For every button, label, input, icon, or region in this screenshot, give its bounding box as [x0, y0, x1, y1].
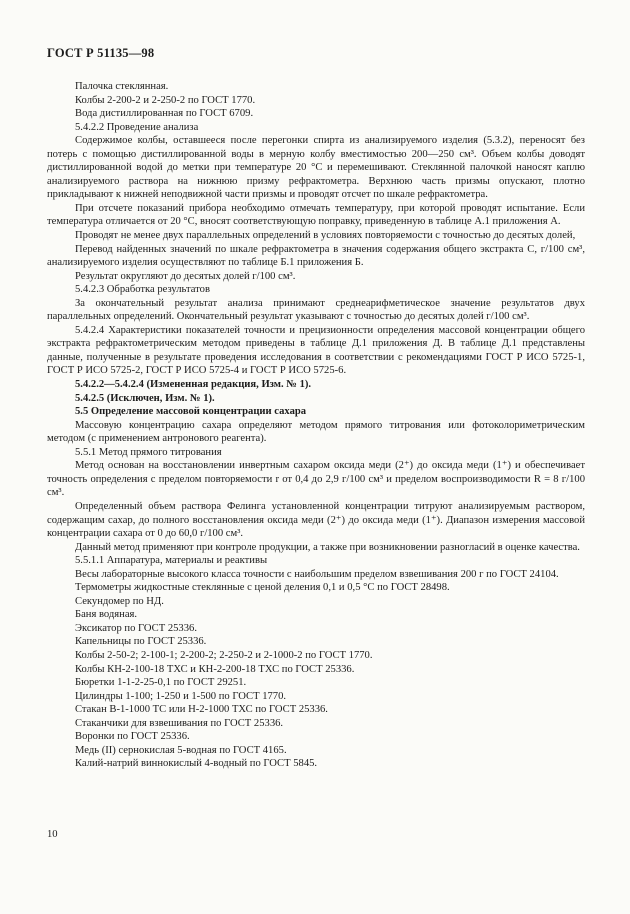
paragraph: Вода дистиллированная по ГОСТ 6709.	[75, 108, 254, 120]
paragraph: 5.4.2.4 Характеристики показателей точности и прецизионности определения массовой концентрации общего экстракта рефрактометрическим методом приведены в таблице Д.1 приложения Д. В таблице Д.1 представлены данные, полученные в результате проведения исследования в соответствии с рекомендациями ГОСТ Р ИСО 5725-1, ГОСТ Р ИСО 5725-2, ГОСТ Р ИСО 5725-4 и ГОСТ Р ИСО 5725-6.	[47, 324, 585, 377]
section-heading: 5.5.1.1 Аппаратура, материалы и реактивы	[75, 555, 268, 567]
list-item: Калий-натрий виннокислый 4-водный по ГОСТ 5845.	[75, 758, 318, 770]
paragraph: Метод основан на восстановлении инвертным сахаром оксида меди (2⁺) до оксида меди (1⁺) и обеспечивает точность определения с пределом повторяемости r от 0,4 до 2,9 г/100 см³ и пределом воспроизводимости R = 8 г/100 см³.	[47, 460, 585, 499]
list-item: Секундомер по НД.	[75, 595, 164, 607]
list-item: Колбы 2-50-2; 2-100-1; 2-200-2; 2-250-2 и 2-1000-2 по ГОСТ 1770.	[75, 649, 373, 661]
list-item: Баня водяная.	[75, 609, 138, 621]
list-item: Воронки по ГОСТ 25336.	[75, 731, 190, 743]
section-heading: 5.4.2.3 Обработка результатов	[75, 284, 210, 296]
paragraph: Результат округляют до десятых долей г/100 см³.	[75, 270, 296, 282]
paragraph: Перевод найденных значений по шкале рефрактометра в значения содержания общего экстракта С, г/100 см³, анализируемого изделия осуществляют по таблице Б.1 приложения Б.	[47, 243, 585, 269]
list-item: Эксикатор по ГОСТ 25336.	[75, 622, 197, 634]
paragraph: Содержимое колбы, оставшееся после перегонки спирта из анализируемого изделия (5.3.2), переносят без потерь с помощью дистиллированной воды в мерную колбу вместимостью 200—250 см³. Объем колбы доводят дистиллированной водой до метки при температуре 20 °С и перемешивают. Стеклянной палочкой наносят каплю анализируемого раствора на нижнюю призму рефрактометра. Верхнюю часть призмы опускают, плотно прикладывают к нижней неподвижной части призмы и проводят отсчет по шкале рефрактометра.	[47, 135, 585, 201]
section-heading: 5.5 Определение массовой концентрации сахара	[75, 406, 307, 418]
list-item: Колбы КН-2-100-18 ТХС и КН-2-200-18 ТХС по ГОСТ 25336.	[75, 663, 355, 675]
paragraph: Массовую концентрацию сахара определяют методом прямого титрования или фотоколориметрическим методом (с применением антронового реагента).	[47, 419, 585, 445]
paragraph: Определенный объем раствора Фелинга установленной концентрации титруют анализируемым раствором, содержащим сахар, до полного восстановления оксида меди (2⁺) до оксида меди (1⁺). Диапазон измерения массовой концентрации сахара от 0 до 60,0 г/100 см³.	[47, 500, 585, 540]
document-body	[47, 80, 585, 771]
list-item: Капельницы по ГОСТ 25336.	[75, 636, 207, 648]
page-header: ГОСТ Р 51135—98	[47, 46, 155, 60]
paragraph: Данный метод применяют при контроле продукции, а также при возникновении разногласий в оценке качества.	[75, 541, 580, 553]
section-heading: 5.4.2.2 Проведение анализа	[75, 121, 199, 133]
amendment-note: 5.4.2.5 (Исключен, Изм. № 1).	[75, 392, 215, 404]
list-item: Термометры жидкостные стеклянные с ценой деления 0,1 и 0,5 °С по ГОСТ 28498.	[75, 582, 450, 594]
list-item: Медь (II) сернокислая 5-водная по ГОСТ 4165.	[75, 744, 287, 756]
list-item: Весы лабораторные высокого класса точности с наибольшим пределом взвешивания 200 г по ГОСТ 24104.	[75, 568, 559, 580]
paragraph: Палочка стеклянная.	[75, 81, 169, 92]
list-item: Бюретки 1-1-2-25-0,1 по ГОСТ 29251.	[75, 677, 247, 689]
amendment-note: 5.4.2.2—5.4.2.4 (Измененная редакция, Изм. № 1).	[75, 379, 312, 391]
page-number: 10	[47, 829, 58, 840]
paragraph: При отсчете показаний прибора необходимо отмечать температуру, при которой проводят испытание. Если температура отличается от 20 °С, вносят соответствующую поправку, приведенную в таблице А.1 приложения А.	[47, 202, 585, 228]
paragraph: Проводят не менее двух параллельных определений в условиях повторяемости с точностью до десятых долей,	[75, 230, 576, 242]
list-item: Стаканчики для взвешивания по ГОСТ 25336.	[75, 717, 284, 729]
list-item: Стакан В-1-1000 ТС или Н-2-1000 ТХС по ГОСТ 25336.	[75, 704, 328, 716]
paragraph: За окончательный результат анализа принимают среднеарифметическое значение результатов двух параллельных определений. Окончательный результат указывают с точностью до десятых долей г/100 см³.	[47, 297, 585, 323]
paragraph: Колбы 2-200-2 и 2-250-2 по ГОСТ 1770.	[75, 94, 256, 106]
list-item: Цилиндры 1-100; 1-250 и 1-500 по ГОСТ 1770.	[75, 690, 287, 702]
section-heading: 5.5.1 Метод прямого титрования	[75, 446, 222, 458]
